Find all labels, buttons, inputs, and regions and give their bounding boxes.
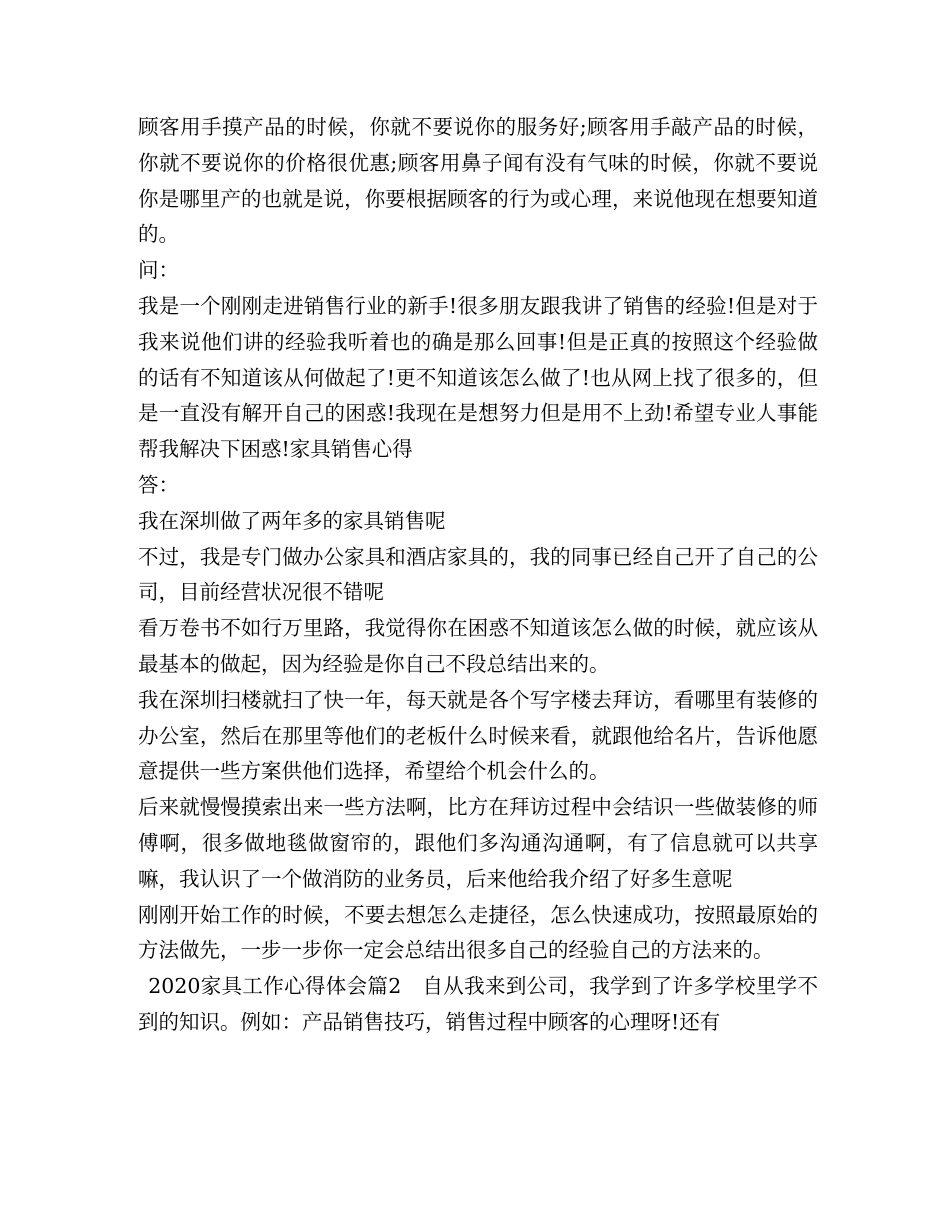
paragraph-customer-behavior: 顾客用手摸产品的时候，你就不要说你的服务好;顾客用手敲产品的时候，你就不要说你的价格很优惠;顾客用鼻子闻有没有气味的时候，你就不要说你是哪里产的也就是说，你要根据顾客的行为或心理，来说他现在想要知道的。 [138, 115, 818, 247]
paragraph-article-2: 2020家具工作心得体会篇2 自从我来到公司，我学到了许多学校里学不到的知识。例如：产品销售技巧，销售过程中顾客的心理呀!还有 [138, 974, 818, 1034]
paragraph-advice: 刚刚开始工作的时候，不要去想怎么走捷径，怎么快速成功，按照最原始的方法做先，一步一步你一定会总结出很多自己的经验自己的方法来的。 [138, 902, 818, 963]
question-label: 问： [138, 258, 179, 283]
paragraph-question: 我是一个刚刚走进销售行业的新手!很多朋友跟我讲了销售的经验!但是对于我来说他们讲的经验我听着也的确是那么回事!但是正真的按照这个经验做的话有不知道该从何做起了!更不知道该怎么做了!也从网上找了很多的，但是一直没有解开自己的困惑!我现在是想努力但是用不上劲!希望专业人事能帮我解决下困惑!家具销售心得 [138, 293, 818, 462]
paragraph-canvassing: 我在深圳扫楼就扫了快一年，每天就是各个写字楼去拜访，看哪里有装修的办公室，然后在那里等他们的老板什么时候来看，就跟他给名片，告诉他愿意提供一些方案供他们选择，希望给个机会什么的。 [138, 687, 818, 784]
paragraph-networking: 后来就慢慢摸索出来一些方法啊，比方在拜访过程中会结识一些做装修的师傅啊，很多做地毯做窗帘的，跟他们多沟通沟通啊，有了信息就可以共享嘛，我认识了一个做消防的业务员，后来他给我介绍了好多生意呢 [138, 795, 818, 891]
paragraph-office-furniture: 不过，我是专门做办公家具和酒店家具的，我的同事已经自己开了自己的公司，目前经营状况很不错呢 [138, 544, 818, 605]
document-body [138, 110, 818, 1041]
answer-label: 答： [138, 472, 179, 497]
paragraph-experience: 看万卷书不如行万里路，我觉得你在困惑不知道该怎么做的时候，就应该从最基本的做起，因为经验是你自己不段总结出来的。 [138, 616, 818, 676]
paragraph-answer-intro: 我在深圳做了两年多的家具销售呢 [138, 508, 446, 533]
